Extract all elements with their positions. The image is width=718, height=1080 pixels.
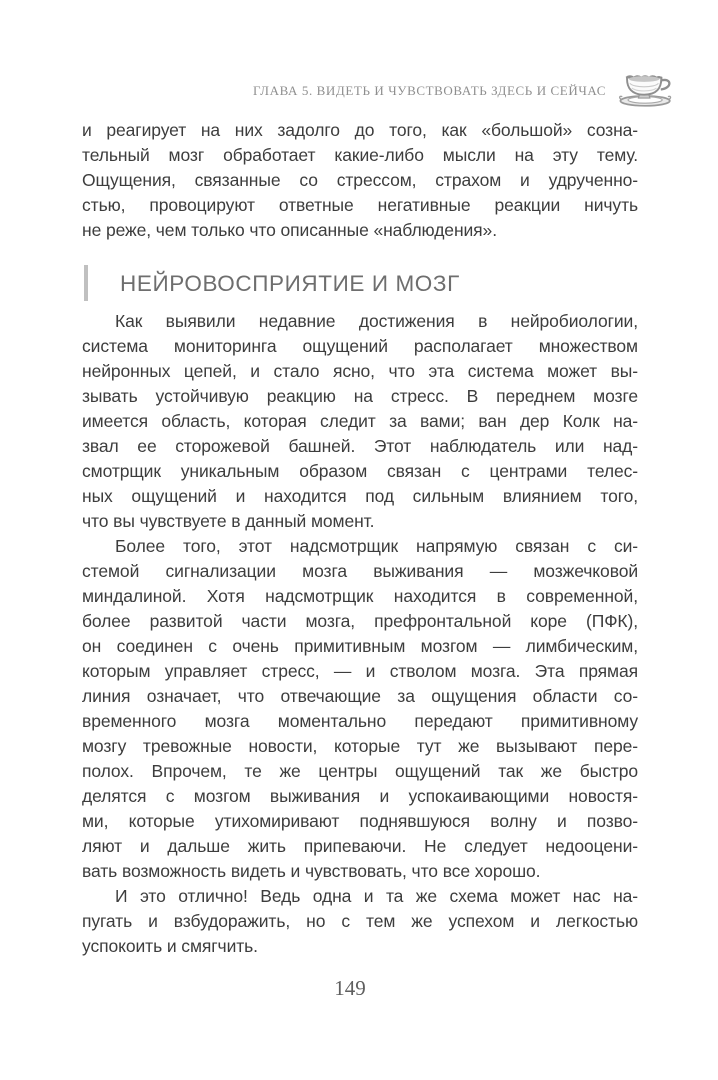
paragraph — [82, 534, 638, 884]
section-heading-text: НЕЙРОВОСПРИЯТИЕ И МОЗГ — [120, 270, 460, 296]
text-line: более развитой части мозга, префронтальной коре (ПФК), — [82, 611, 638, 631]
text-line: ми, которые утихомиривают поднявшуюся волну и позво- — [82, 811, 638, 831]
text-line: нейронных цепей, и стало ясно, что эта система может вы- — [82, 361, 638, 381]
text-line: Как выявили недавние достижения в нейробиологии, — [115, 311, 638, 331]
body-text — [82, 118, 638, 959]
section-heading — [82, 265, 638, 301]
heading-accent-bar — [84, 265, 88, 301]
text-line: полох. Впрочем, те же центры ощущений так же быстро — [82, 761, 638, 781]
text-line: ляют и дальше жить припеваючи. Не следует недооцени- — [82, 836, 638, 856]
intro-paragraph — [82, 118, 638, 243]
chapter-header-title: ГЛАВА 5. ВИДЕТЬ И ЧУВСТВОВАТЬ ЗДЕСЬ И СЕЙЧАС — [253, 83, 606, 98]
teacup-icon — [616, 70, 678, 108]
text-line: стемой сигнализации мозга выживания — мозжечковой — [82, 561, 638, 581]
paragraph — [82, 884, 638, 959]
text-line: он соединен с очень примитивным мозгом — лимбическим, — [82, 636, 638, 656]
text-line: что вы чувствуете в данный момент. — [82, 511, 375, 531]
page-number: 149 — [334, 976, 366, 1000]
text-line: миндалиной. Хотя надсмотрщик находится в современной, — [82, 586, 638, 606]
text-line: ных ощущений и находится под сильным влиянием того, — [82, 486, 638, 506]
text-line: имеется область, которая следит за вами; ван дер Колк на- — [82, 411, 638, 431]
text-line: смотрщик уникальным образом связан с центрами телес- — [82, 461, 638, 481]
text-line: система мониторинга ощущений располагает множеством — [82, 336, 638, 356]
text-line: временного мозга моментально передают примитивному — [82, 711, 638, 731]
text-line: и реагирует на них задолго до того, как «большой» созна- — [82, 120, 638, 140]
paragraph — [82, 309, 638, 534]
text-line: Более того, этот надсмотрщик напрямую связан с си- — [115, 536, 638, 556]
text-line: звал ее сторожевой башней. Этот наблюдатель или над- — [82, 436, 638, 456]
text-line: которым управляет стресс, — и стволом мозга. Эта прямая — [82, 661, 638, 681]
text-line: успокоить и смягчить. — [82, 936, 258, 956]
text-line: вать возможность видеть и чувствовать, что все хорошо. — [82, 861, 541, 881]
text-line: тельный мозг обработает какие-либо мысли на эту тему. — [82, 145, 638, 165]
running-header — [0, 70, 678, 108]
text-line: линия означает, что отвечающие за ощущения области со- — [82, 686, 638, 706]
text-line: И это отлично! Ведь одна и та же схема может нас на- — [115, 886, 638, 906]
text-line: не реже, чем только что описанные «наблюдения». — [82, 220, 497, 240]
text-line: мозгу тревожные новости, которые тут же вызывают пере- — [82, 736, 638, 756]
text-line: зывать устойчивую реакцию на стресс. В переднем мозге — [82, 386, 638, 406]
text-line: Ощущения, связанные со стрессом, страхом и удрученно- — [82, 170, 638, 190]
text-line: стью, провоцируют ответные негативные реакции ничуть — [82, 195, 638, 215]
text-line: делятся с мозгом выживания и успокаивающими новостя- — [82, 786, 638, 806]
text-line: пугать и взбудоражить, но с тем же успехом и легкостью — [82, 911, 638, 931]
